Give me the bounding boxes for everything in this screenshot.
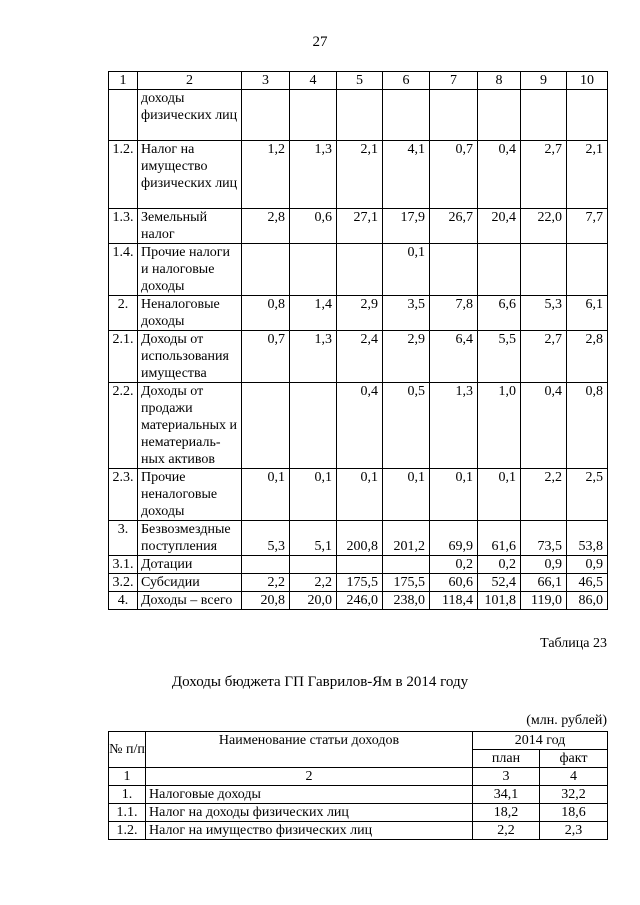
value-cell [430, 244, 478, 296]
value-cell: 200,8 [337, 521, 383, 556]
value-cell: 2,2 [242, 574, 290, 592]
value-cell: 60,6 [430, 574, 478, 592]
row-label: Доходы от использования имущества [138, 331, 242, 383]
value-cell: 27,1 [337, 209, 383, 244]
value-cell [521, 244, 567, 296]
column-index: 1 [109, 72, 138, 90]
value-cell: 101,8 [478, 592, 521, 610]
value-cell: 2,2 [290, 574, 337, 592]
value-cell: 20,8 [242, 592, 290, 610]
column-index: 10 [567, 72, 608, 90]
row-label: Доходы – всего [138, 592, 242, 610]
value-cell: 53,8 [567, 521, 608, 556]
fact-value: 2,3 [540, 822, 608, 840]
value-cell: 6,6 [478, 296, 521, 331]
value-cell [290, 90, 337, 141]
value-cell: 0,6 [290, 209, 337, 244]
value-cell: 2,9 [337, 296, 383, 331]
value-cell: 1,4 [290, 296, 337, 331]
column-index: 6 [383, 72, 430, 90]
value-cell: 246,0 [337, 592, 383, 610]
row-label: Налоговые доходы [146, 786, 473, 804]
value-cell: 238,0 [383, 592, 430, 610]
value-cell: 0,4 [478, 141, 521, 209]
value-cell: 2,4 [337, 331, 383, 383]
row-number: 2. [109, 296, 138, 331]
value-cell [242, 383, 290, 469]
value-cell [290, 383, 337, 469]
table-index-row [109, 768, 608, 786]
page-number: 27 [312, 34, 328, 50]
column-number-header: № п/п [109, 732, 146, 768]
fact-value: 18,6 [540, 804, 608, 822]
table-header-row [109, 732, 608, 750]
table-row [109, 822, 608, 840]
value-cell: 69,9 [430, 521, 478, 556]
column-index: 3 [473, 768, 540, 786]
value-cell: 1,3 [290, 141, 337, 209]
column-index: 8 [478, 72, 521, 90]
value-cell: 26,7 [430, 209, 478, 244]
value-cell: 0,8 [242, 296, 290, 331]
value-cell: 201,2 [383, 521, 430, 556]
row-label: Субсидии [138, 574, 242, 592]
column-index: 2 [146, 768, 473, 786]
table-row [109, 469, 608, 521]
value-cell: 2,1 [567, 141, 608, 209]
value-cell: 3,5 [383, 296, 430, 331]
value-cell: 1,0 [478, 383, 521, 469]
value-cell: 1,3 [290, 331, 337, 383]
value-cell: 2,8 [242, 209, 290, 244]
table-row [109, 804, 608, 822]
value-cell: 175,5 [337, 574, 383, 592]
value-cell: 52,4 [478, 574, 521, 592]
value-cell: 2,2 [521, 469, 567, 521]
table-row [109, 331, 608, 383]
value-cell: 0,9 [567, 556, 608, 574]
row-label: Прочие неналоговые доходы [138, 469, 242, 521]
value-cell: 66,1 [521, 574, 567, 592]
column-name-header: Наименование статьи доходов [146, 732, 473, 768]
row-number: 1.3. [109, 209, 138, 244]
value-cell [290, 244, 337, 296]
value-cell: 1,3 [430, 383, 478, 469]
value-cell: 5,1 [290, 521, 337, 556]
value-cell: 0,7 [430, 141, 478, 209]
table-row [109, 296, 608, 331]
value-cell [383, 90, 430, 141]
column-index: 4 [290, 72, 337, 90]
value-cell: 2,1 [337, 141, 383, 209]
value-cell: 0,7 [242, 331, 290, 383]
fact-value: 32,2 [540, 786, 608, 804]
row-label: Налог на имущество физических лиц [138, 141, 242, 209]
row-number: 2.3. [109, 469, 138, 521]
value-cell: 46,5 [567, 574, 608, 592]
revenue-table-continued [108, 71, 608, 610]
row-number: 1.1. [109, 804, 146, 822]
column-index: 3 [242, 72, 290, 90]
column-index: 1 [109, 768, 146, 786]
table-row [109, 521, 608, 556]
row-label: Налог на имущество физических лиц [146, 822, 473, 840]
table-row [109, 90, 608, 141]
table-header-row [109, 72, 608, 90]
value-cell: 4,1 [383, 141, 430, 209]
table-row [109, 383, 608, 469]
value-cell: 2,7 [521, 141, 567, 209]
value-cell: 118,4 [430, 592, 478, 610]
value-cell: 0,4 [337, 383, 383, 469]
table-row [109, 209, 608, 244]
table-row [109, 244, 608, 296]
value-cell: 0,1 [383, 244, 430, 296]
value-cell: 0,5 [383, 383, 430, 469]
value-cell: 17,9 [383, 209, 430, 244]
column-index: 9 [521, 72, 567, 90]
value-cell [242, 244, 290, 296]
row-label: Доходы от продажи материальных и нематериаль-ных активов [138, 383, 242, 469]
column-fact-header: факт [540, 750, 608, 768]
plan-value: 2,2 [473, 822, 540, 840]
value-cell: 7,8 [430, 296, 478, 331]
value-cell: 0,1 [242, 469, 290, 521]
row-label: доходы физических лиц [138, 90, 242, 141]
value-cell: 0,8 [567, 383, 608, 469]
value-cell: 2,9 [383, 331, 430, 383]
value-cell: 0,1 [383, 469, 430, 521]
value-cell [337, 556, 383, 574]
value-cell [478, 90, 521, 141]
table-caption: Таблица 23 [540, 636, 607, 651]
row-number: 2.1. [109, 331, 138, 383]
value-cell: 2,5 [567, 469, 608, 521]
value-cell: 1,2 [242, 141, 290, 209]
value-cell: 2,8 [567, 331, 608, 383]
row-label: Неналоговые доходы [138, 296, 242, 331]
value-cell: 5,3 [242, 521, 290, 556]
value-cell: 5,5 [478, 331, 521, 383]
table-row [109, 574, 608, 592]
table-row [109, 786, 608, 804]
value-cell: 22,0 [521, 209, 567, 244]
row-number: 3.1. [109, 556, 138, 574]
value-cell [521, 90, 567, 141]
row-number: 2.2. [109, 383, 138, 469]
row-number: 1.2. [109, 141, 138, 209]
value-cell: 0,1 [430, 469, 478, 521]
value-cell [567, 244, 608, 296]
row-number: 3. [109, 521, 138, 556]
value-cell: 61,6 [478, 521, 521, 556]
row-number: 1. [109, 786, 146, 804]
value-cell: 0,1 [337, 469, 383, 521]
value-cell: 0,1 [290, 469, 337, 521]
value-cell: 6,4 [430, 331, 478, 383]
column-year-header: 2014 год [473, 732, 608, 750]
plan-value: 18,2 [473, 804, 540, 822]
row-label: Прочие налоги и налоговые доходы [138, 244, 242, 296]
value-cell: 0,2 [430, 556, 478, 574]
value-cell [430, 90, 478, 141]
column-index: 4 [540, 768, 608, 786]
value-cell: 0,4 [521, 383, 567, 469]
value-cell [337, 244, 383, 296]
row-label: Дотации [138, 556, 242, 574]
plan-value: 34,1 [473, 786, 540, 804]
row-label: Земельный налог [138, 209, 242, 244]
table-title: Доходы бюджета ГП Гаврилов-Ям в 2014 году [171, 674, 469, 690]
value-cell [567, 90, 608, 141]
value-cell [242, 556, 290, 574]
row-label: Безвозмездные поступления [138, 521, 242, 556]
value-cell: 0,1 [478, 469, 521, 521]
value-cell: 7,7 [567, 209, 608, 244]
table-row [109, 141, 608, 209]
value-cell: 0,2 [478, 556, 521, 574]
row-number: 3.2. [109, 574, 138, 592]
column-plan-header: план [473, 750, 540, 768]
value-cell: 6,1 [567, 296, 608, 331]
value-cell [290, 556, 337, 574]
row-number: 1.2. [109, 822, 146, 840]
revenue-2014-table [108, 731, 608, 840]
value-cell: 2,7 [521, 331, 567, 383]
value-cell: 0,9 [521, 556, 567, 574]
value-cell: 86,0 [567, 592, 608, 610]
value-cell: 175,5 [383, 574, 430, 592]
column-index: 7 [430, 72, 478, 90]
row-number [109, 90, 138, 141]
value-cell: 5,3 [521, 296, 567, 331]
row-number: 1.4. [109, 244, 138, 296]
row-number: 4. [109, 592, 138, 610]
value-cell: 73,5 [521, 521, 567, 556]
value-cell: 119,0 [521, 592, 567, 610]
units-label: (млн. рублей) [526, 713, 607, 728]
column-index: 5 [337, 72, 383, 90]
row-label: Налог на доходы физических лиц [146, 804, 473, 822]
table-row [109, 592, 608, 610]
value-cell: 20,0 [290, 592, 337, 610]
value-cell: 20,4 [478, 209, 521, 244]
table-row [109, 556, 608, 574]
value-cell [242, 90, 290, 141]
value-cell [337, 90, 383, 141]
value-cell [478, 244, 521, 296]
column-index: 2 [138, 72, 242, 90]
value-cell [383, 556, 430, 574]
